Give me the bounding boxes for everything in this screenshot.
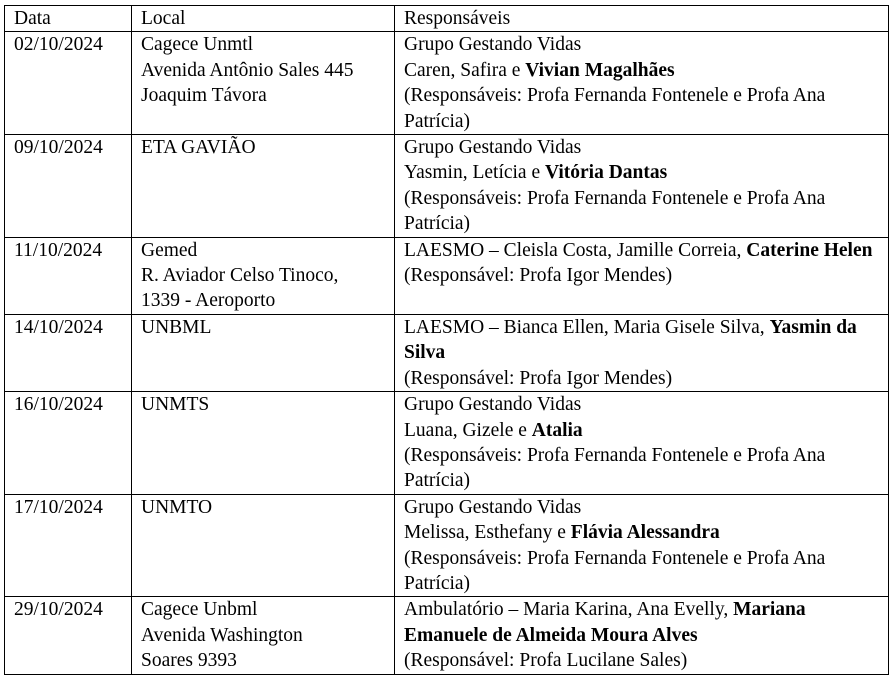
lead-member: Yasmin da Silva xyxy=(404,316,857,364)
members-text: LAESMO – Bianca Ellen, Maria Gisele Silva, xyxy=(404,316,770,338)
header-row xyxy=(5,6,889,32)
local-line: Cagece Unmtl xyxy=(141,34,254,56)
local-cell xyxy=(132,314,395,391)
members-text: LAESMO – Cleisla Costa, Jamille Correia, xyxy=(404,239,747,261)
local-line: UNMTO xyxy=(141,496,213,518)
table-row xyxy=(5,237,889,314)
supervisor-text: (Responsáveis: Profa Fernanda Fontenele e Profa Ana Patrícia) xyxy=(404,187,826,235)
members-text: Caren, Safira e xyxy=(404,59,526,81)
local-cell xyxy=(132,135,395,238)
members-list xyxy=(404,597,888,648)
local-cell xyxy=(132,32,395,135)
date-cell: 16/10/2024 xyxy=(5,392,132,495)
responsibles-cell xyxy=(395,32,889,135)
responsibles-cell xyxy=(395,135,889,238)
lead-member: Flávia Alessandra xyxy=(570,522,720,544)
group-name: Grupo Gestando Vidas xyxy=(404,34,582,56)
members-list xyxy=(404,238,888,263)
responsibles-cell xyxy=(395,237,889,314)
local-line: Cagece Unbml xyxy=(141,599,258,621)
header-responsibles: Responsáveis xyxy=(395,6,889,32)
local-cell xyxy=(132,494,395,597)
local-line: Soares 9393 xyxy=(141,650,237,672)
members-text: Melissa, Esthefany e xyxy=(404,522,571,544)
table-row xyxy=(5,32,889,135)
group-name: Grupo Gestando Vidas xyxy=(404,137,582,159)
supervisor-text: (Responsáveis: Profa Fernanda Fontenele e Profa Ana Patrícia) xyxy=(404,85,826,132)
supervisor-text: (Responsável: Profa Igor Mendes) xyxy=(404,367,673,389)
local-line: R. Aviador Celso Tinoco, xyxy=(141,265,339,287)
members-list xyxy=(404,418,888,443)
local-line: UNMTS xyxy=(141,394,210,416)
local-line: 1339 - Aeroporto xyxy=(141,290,276,312)
lead-member: Atalia xyxy=(531,419,583,441)
date-cell: 29/10/2024 xyxy=(5,597,132,674)
date-cell: 02/10/2024 xyxy=(5,32,132,135)
members-list xyxy=(404,520,888,545)
lead-member: Caterine Helen xyxy=(746,239,873,261)
table-row xyxy=(5,597,889,674)
supervisor-text: (Responsáveis: Profa Fernanda Fontenele e Profa Ana Patrícia) xyxy=(404,547,826,594)
group-name: Grupo Gestando Vidas xyxy=(404,394,582,416)
date-cell: 17/10/2024 xyxy=(5,494,132,597)
members-list xyxy=(404,160,888,185)
local-line: UNBML xyxy=(141,316,212,338)
supervisor-text: (Responsáveis: Profa Fernanda Fontenele e Profa Ana Patrícia) xyxy=(404,444,826,492)
local-line: Gemed xyxy=(141,239,198,261)
header-date: Data xyxy=(5,6,132,32)
local-line: Avenida Washington xyxy=(141,624,303,646)
responsibles-cell xyxy=(395,392,889,495)
lead-member: Vitória Dantas xyxy=(545,162,668,184)
responsibles-cell xyxy=(395,314,889,391)
lead-member: Mariana Emanuele de Almeida Moura Alves xyxy=(404,599,806,646)
local-line: Joaquim Távora xyxy=(141,85,267,107)
lead-member: Vivian Magalhães xyxy=(525,59,675,81)
table-row xyxy=(5,494,889,597)
schedule-table xyxy=(4,5,889,675)
responsibles-cell xyxy=(395,597,889,674)
local-line: Avenida Antônio Sales 445 xyxy=(141,59,354,81)
local-cell xyxy=(132,392,395,495)
supervisor-text: (Responsável: Profa Lucilane Sales) xyxy=(404,650,688,672)
supervisor-text: (Responsável: Profa Igor Mendes) xyxy=(404,265,673,287)
members-text: Ambulatório – Maria Karina, Ana Evelly, xyxy=(404,599,734,621)
header-local: Local xyxy=(132,6,395,32)
table-row xyxy=(5,135,889,238)
date-cell: 09/10/2024 xyxy=(5,135,132,238)
local-line: ETA GAVIÃO xyxy=(141,137,256,159)
members-list xyxy=(404,58,888,83)
members-list xyxy=(404,315,888,366)
members-text: Yasmin, Letícia e xyxy=(404,162,545,184)
date-cell: 14/10/2024 xyxy=(5,314,132,391)
local-cell xyxy=(132,597,395,674)
date-cell: 11/10/2024 xyxy=(5,237,132,314)
local-cell xyxy=(132,237,395,314)
table-row xyxy=(5,392,889,495)
responsibles-cell xyxy=(395,494,889,597)
members-text: Luana, Gizele e xyxy=(404,419,532,441)
table-row xyxy=(5,314,889,391)
group-name: Grupo Gestando Vidas xyxy=(404,496,582,518)
